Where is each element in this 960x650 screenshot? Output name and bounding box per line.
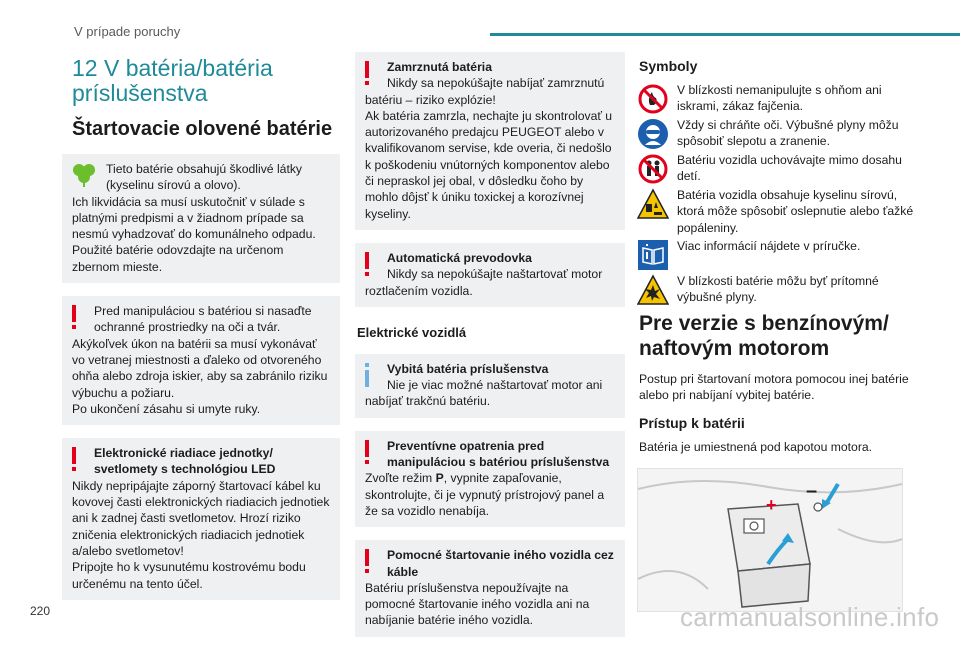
symbol-row-children (637, 152, 917, 186)
symbol-text-children: Batériu vozidla uchovávajte mimo dosahu detí. (677, 153, 902, 184)
symbols-heading: Symboly (639, 58, 698, 74)
jump-line1: Batériu príslušenstva nepoužívajte na pomocné štartovanie iného vozidla ani na nabíjanie batérie iného vozidla. (365, 580, 590, 628)
preventive-pre: Zvoľte režim (365, 471, 436, 486)
warning2-rest2: Pripojte ho k vysunutému kostrovému bodu určenému na tento účel. (72, 560, 306, 591)
warning1-rest: Akýkoľvek úkon na batérii sa musí vykonávať vo vetranej miestnosti a ďaleko od otvoreného ohňa alebo zdroja iskier, aby sa zabránilo riziku výbuchu a požiaru. (72, 336, 328, 400)
info-icon (363, 363, 371, 389)
acid-warning-icon (637, 188, 669, 220)
warning-icon (363, 440, 371, 466)
column-3 (637, 52, 917, 617)
page-number: 220 (30, 604, 51, 618)
warning-box-preventive (355, 431, 625, 527)
section-header: V prípade poruchy (74, 24, 181, 39)
warning-icon (363, 549, 371, 575)
header-accent-bar (490, 33, 960, 36)
jump-title: Pomocné štartovanie iného vozidla cez káble (387, 548, 614, 579)
frozen-line1: Nikdy sa nepokúšajte nabíjať zamrznutú batériu – riziko explózie! (365, 76, 605, 107)
manual-icon (637, 239, 669, 271)
engine-text: Postup pri štartovaní motora pomocou inej batérie alebo pri nabíjaní vybitej batérie. (639, 371, 909, 403)
access-text: Batéria je umiestnená pod kapotou motora. (639, 440, 873, 455)
no-fire-icon (637, 83, 669, 115)
eye-protection-icon (637, 118, 669, 150)
symbol-text-explosive: V blízkosti batérie môžu byť prítomné výbušné plyny. (677, 273, 879, 305)
auto-line1: Nikdy sa nepokúšajte naštartovať motor roztlačením vozidla. (365, 267, 603, 298)
access-heading: Prístup k batérii (639, 415, 745, 432)
eco-rest: Ich likvidácia sa musí uskutočniť v súlade s platnými predpismi a v žiadnom prípade sa nesmú vyhadzovať do komunálneho odpadu. Použité batérie odovzdajte na určenom zbernom mieste. (72, 194, 316, 274)
symbol-text-manual: Viac informácií nájdete v príručke. (677, 238, 861, 253)
warning2-title: Elektronické riadiace jednotky/ svetlomety s technológiou LED (94, 446, 276, 477)
warning-icon (363, 252, 371, 278)
info-box-discharged (355, 354, 625, 418)
warning-icon (70, 447, 78, 473)
warning2-rest: Nikdy nepripájajte záporný štartovací kábel ku kovovej časti elektronických riadiacich jednotiek ani k zadnej časti svetlometov. Hrozí riziko zničenia elektronických riadiacich jednotiek a/alebo svetlometov! (72, 478, 330, 558)
watermark: carmanualsonline.info (680, 602, 940, 632)
symbol-row-acid (637, 187, 917, 236)
discharged-title: Vybitá batéria príslušenstva (387, 361, 549, 376)
illus-plus-label: + (766, 494, 777, 515)
warning1-rest2: Po ukončení zásahu si umyte ruky. (72, 401, 261, 416)
warning-icon (70, 305, 78, 331)
symbol-text-eye: Vždy si chráňte oči. Výbušné plyny môžu spôsobiť slepotu a zranenie. (677, 118, 899, 149)
column-1 (62, 52, 340, 613)
warning-icon (363, 61, 371, 87)
symbol-row-eye (637, 117, 917, 151)
illus-minus-label: – (806, 479, 818, 502)
discharged-line1: Nie je viac možné naštartovať motor ani nabíjať trakčnú batériu. (365, 378, 603, 409)
warning-box-electronics (62, 438, 340, 600)
eco-box (62, 154, 340, 283)
preventive-title: Preventívne opatrenia pred manipuláciou s batériou príslušenstva (387, 438, 610, 470)
warning-box-jumpstart (355, 540, 625, 636)
warning-box-automatic (355, 243, 625, 307)
warning-box-frozen (355, 52, 625, 230)
eco-line1: Tieto batérie obsahujú škodlivé látky (kyselinu sírovú a olovo). (106, 162, 303, 193)
page-title: 12 V batéria/batéria príslušenstva (72, 55, 273, 106)
recycle-leaf-icon (70, 160, 98, 188)
warning-box-protection (62, 296, 340, 425)
frozen-title: Zamrznutá batéria (387, 60, 492, 74)
preventive-post: , vypnite zapaľovanie, skontrolujte, či je vypnutý prístrojový panel a že sa vozidlo nenabíja. (365, 471, 605, 518)
battery-illustration (637, 468, 903, 612)
symbol-row-manual (637, 238, 917, 272)
symbol-row-explosive (637, 273, 917, 307)
explosive-icon (637, 274, 669, 306)
symbol-row-fire (637, 82, 917, 116)
warning1-line1: Pred manipuláciou s batériou si nasaďte ochranné prostriedky na oči a tvár. (94, 304, 312, 335)
subtitle-lead-acid: Štartovacie olovené batérie (72, 118, 333, 140)
column-2 (355, 52, 625, 650)
preventive-text (365, 470, 615, 519)
symbol-text-fire: V blízkosti nemanipulujte s ohňom ani iskrami, zákaz fajčenia. (677, 83, 882, 114)
engine-heading: Pre verzie s benzínovým/ naftovým motorom (639, 311, 889, 360)
auto-title: Automatická prevodovka (387, 250, 532, 265)
keep-away-children-icon (637, 153, 669, 185)
frozen-rest: Ak batéria zamrzla, nechajte ju skontrolovať u autorizovaného predajcu PEUGEOT alebo v kvalifikovanom servise, kde overia, či nedošlo k poškodeniu vnútorných komponentov alebo či nepraskol jej obal, v dôsledku čoho by mohlo dôjsť k úniku toxickej a korozívnej kyseliny. (365, 108, 613, 221)
symbol-text-acid: Batéria vozidla obsahuje kyselinu sírovú, ktorá môže spôsobiť oslepnutie alebo ťažké popáleniny. (677, 188, 914, 235)
preventive-mode: P (435, 471, 444, 486)
ev-heading: Elektrické vozidlá (357, 324, 467, 340)
